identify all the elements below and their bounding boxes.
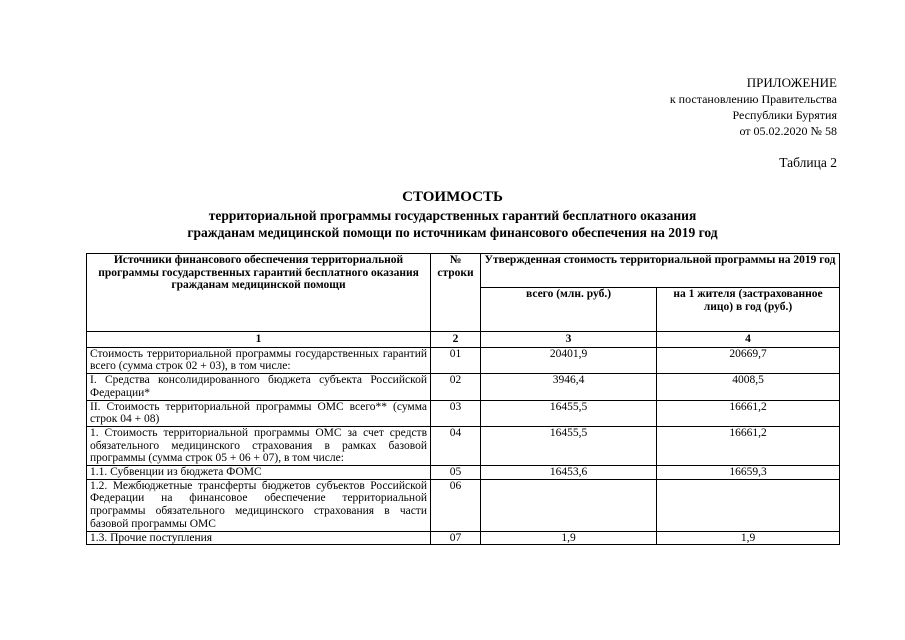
- row-total: 16453,6: [481, 466, 657, 480]
- table-row: [87, 466, 840, 480]
- row-source: 1. Стоимость территориальной программы ОМС за счет средств обязательного медицинского страхования в рамках базовой программы (сумма строк 05 + 06 + 07), в том числе:: [87, 426, 431, 465]
- row-per-capita: 16661,2: [657, 426, 840, 465]
- table-label: Таблица 2: [779, 155, 837, 170]
- header-sources: Источники финансового обеспечения территориальной программы государственных гарантий бесплатного оказания гражданам медицинской помощи: [87, 254, 431, 332]
- cost-table: [86, 253, 840, 545]
- table-row: [87, 400, 840, 426]
- appendix-line: к постановлению Правительства: [669, 92, 837, 106]
- row-number: 03: [431, 400, 481, 426]
- row-source: 1.3. Прочие поступления: [87, 531, 431, 545]
- header-total: всего (млн. руб.): [481, 288, 657, 332]
- column-number: 1: [87, 332, 431, 348]
- header-approved-cost: Утвержденная стоимость территориальной программы на 2019 год: [481, 254, 840, 288]
- table-row: [87, 426, 840, 465]
- column-number: 3: [481, 332, 657, 348]
- appendix-title: ПРИЛОЖЕНИЕ: [746, 75, 837, 90]
- appendix-line: Республики Бурятия: [732, 108, 837, 122]
- appendix-block: [670, 75, 837, 139]
- column-number: 4: [657, 332, 840, 348]
- row-per-capita: 4008,5: [657, 374, 840, 400]
- document-title: [0, 188, 905, 241]
- header-per-capita: на 1 жителя (застрахованное лицо) в год (руб.): [657, 288, 840, 332]
- column-number: 2: [431, 332, 481, 348]
- row-source: I. Средства консолидированного бюджета субъекта Российской Федерации*: [87, 374, 431, 400]
- row-number: 01: [431, 347, 481, 373]
- row-total: 16455,5: [481, 426, 657, 465]
- row-source: 1.2. Межбюджетные трансферты бюджетов субъектов Российской Федерации на финансовое обеспечение территориальной программы обязательного медицинского страхования в части базовой программы ОМС: [87, 479, 431, 531]
- row-total: 16455,5: [481, 400, 657, 426]
- row-source: Стоимость территориальной программы государственных гарантий всего (сумма строк 02 + 03), в том числе:: [87, 347, 431, 373]
- table-row: [87, 479, 840, 531]
- row-number: 07: [431, 531, 481, 545]
- title-subtitle-line: гражданам медицинской помощи по источникам финансового обеспечения на 2019 год: [187, 225, 718, 240]
- appendix-date: от 05.02.2020 № 58: [739, 124, 837, 138]
- row-source: II. Стоимость территориальной программы ОМС всего** (сумма строк 04 + 08): [87, 400, 431, 426]
- row-number: 06: [431, 479, 481, 531]
- row-total: 1,9: [481, 531, 657, 545]
- row-per-capita: 16661,2: [657, 400, 840, 426]
- title-subtitle-line: территориальной программы государственных гарантий бесплатного оказания: [208, 208, 697, 223]
- row-source: 1.1. Субвенции из бюджета ФОМС: [87, 466, 431, 480]
- row-per-capita: 16659,3: [657, 466, 840, 480]
- row-total: [481, 479, 657, 531]
- table-row: [87, 347, 840, 373]
- title-heading: СТОИМОСТЬ: [402, 189, 503, 205]
- row-total: 3946,4: [481, 374, 657, 400]
- row-total: 20401,9: [481, 347, 657, 373]
- row-number: 02: [431, 374, 481, 400]
- row-per-capita: 20669,7: [657, 347, 840, 373]
- row-per-capita: [657, 479, 840, 531]
- row-number: 05: [431, 466, 481, 480]
- row-per-capita: 1,9: [657, 531, 840, 545]
- header-row-number: № строки: [431, 254, 481, 332]
- row-number: 04: [431, 426, 481, 465]
- table-row: [87, 531, 840, 545]
- table-row: [87, 374, 840, 400]
